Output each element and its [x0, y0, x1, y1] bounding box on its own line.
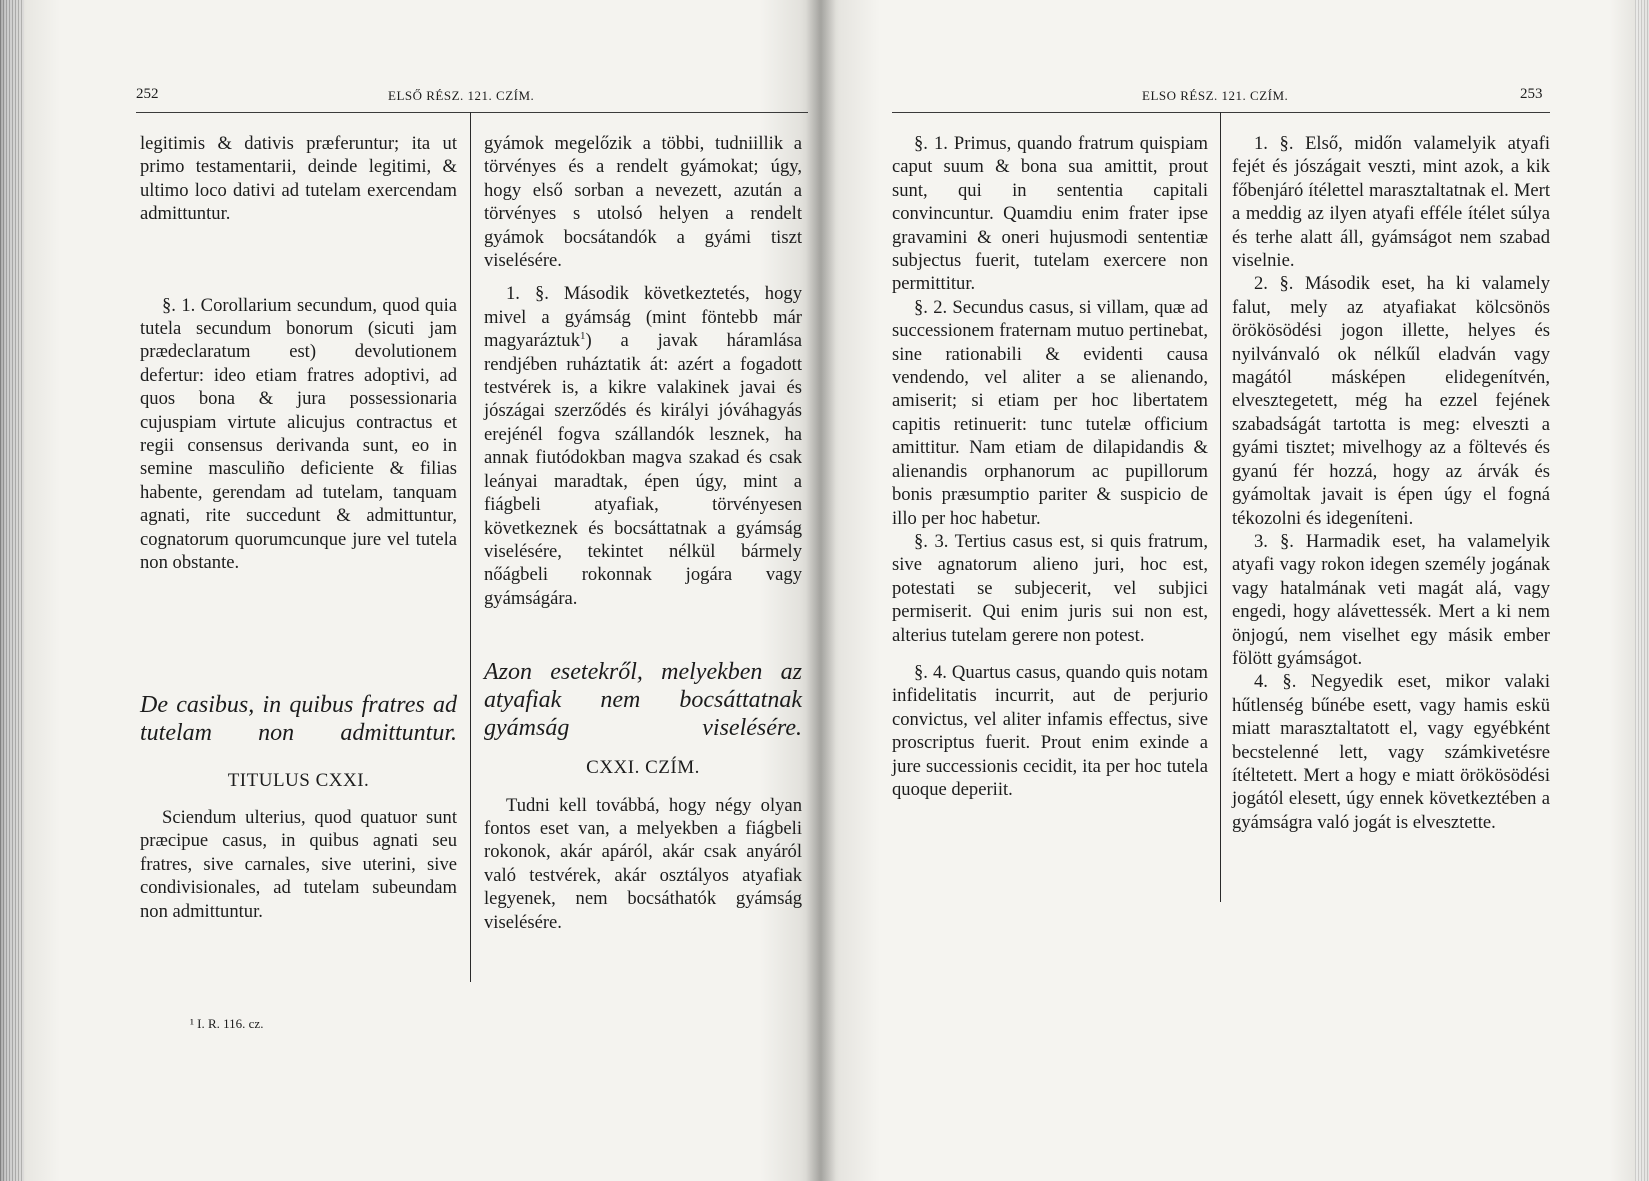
right-page-number: 253: [1520, 86, 1543, 102]
left-page: [0, 0, 820, 1181]
left-page-number: 252: [136, 86, 159, 102]
right-column-divider: [1220, 112, 1221, 902]
left-column-divider: [470, 112, 471, 982]
hungarian-paragraph-3: Tudni kell továbbá, hogy négy olyan fontos eset van, a melyekben a fiágbeli rokonok, akár apáról, akár csak anyáról való testvérek, akár osztályos atyafiak legyenek, nem bocsáthatók gyámság viselésére.: [484, 794, 802, 933]
latin-section-heading: De casibus, in quibus fratres ad tutelam non admittuntur.: [140, 691, 457, 746]
right-page: [820, 0, 1649, 1181]
right-hungarian-column: [1232, 132, 1550, 834]
hungarian-paragraph-1: gyámok megelőzik a többi, tudniillik a törvényes és a rendelt gyámokat; úgy, hogy első sorban a nevezett, azután a törvényes s utolsó helyen a rendelt gyámok bocsátandók a gyámi tiszt viselésére.: [484, 133, 802, 272]
book-gutter: [806, 0, 836, 1181]
latin-paragraph-3: Sciendum ulterius, quod quatuor sunt præcipue casus, in quibus agnati seu fratres, sive carnales, sive uterini, sive condivisionales, ad tutelam subeundam non admittuntur.: [140, 806, 457, 922]
hungarian-paragraph-2: 1. §. Második következtetés, hogy mivel a gyámság (mint föntebb már magyaráztuk$^1$) a javak háramlása rendjében ruháztatik át: azért a fogadott testvérek is, a kikre valakinek javai és jószágai szerződés és királyi jóváhagyás erejénél fogva szállandók lesznek, ha annak fiutódokban magva szakad és csak leányai maradtak, épen úgy, mint a fiágbeli atyafiak, törvényesen következnek és bocsáttatnak a gyámság viselésére, tekintet nélkül bármely nőágbeli rokonnak jogára vagy gyámságára.: [484, 283, 802, 609]
footnote-mark: 1: [580, 330, 586, 343]
left-header-rule: [136, 112, 808, 113]
left-hungarian-column: [484, 132, 802, 934]
hungarian-section-2: 2. §. Második eset, ha ki valamely falut, mely az atyafiakat kölcsönös örökösödési jogon illette, helyes és nyilvánvaló ok nélkűl eladván vagy magától másképen elidegenítvén, elvesztegetett, még ha ezzel fejének szabadságát tartotta is meg: elveszti a gyámi tisztet; mivelhogy az a föltevés és gyanú fér hozzá, hogy az árvák és gyámoltak javait is épen úgy el fogná tékozolni és idegeníteni.: [1232, 273, 1550, 529]
latin-section-3: §. 3. Tertius casus est, si quis fratrum, sive agnatorum alieno juri, hoc est, potestati se subjecerit, vel subjici permiserit. Qui enim juris sui non est, alterius tutelam gerere non potest.: [892, 530, 1208, 646]
right-header-rule: [892, 112, 1550, 113]
right-running-head: ELSO RÉSZ. 121. CZÍM.: [1142, 88, 1289, 103]
hungarian-section-heading: Azon esetekről, melyekben az atyafiak nem bocsáttatnak gyámság viselésére.: [484, 659, 802, 742]
hungarian-section-1: 1. §. Első, midőn valamelyik atyafi fejét és jószágait veszti, mint azok, a kik főbenjáró ítélettel marasztaltatnak el. Mert a meddig az ilyen atyafi efféle ítélet súlya és terhe alatt áll, gyámságot nem szabad viselnie.: [1232, 133, 1550, 272]
hungarian-section-3: 3. §. Harmadik eset, ha valamelyik atyafi vagy rokon idegen személy jogának vagy hatalmának veti magát alá, vagy engedi, hogy alávettessék. Mert a ki nem önjogú, nem viselhet egy másik ember fölött gyámságot.: [1232, 530, 1550, 669]
latin-paragraph-2: §. 1. Corollarium secundum, quod quia tutela secundum bonorum (sicuti jam prædeclaratum est) devolutionem defertur: ideo etiam fratres adoptivi, ad quos bona & jura possessionaria cujuspiam virtute alicujus contractus et regii consensus derivanda sunt, eo in semine masculiño deficiente & filias habente, gerendam ad tutelam, tanquam agnati, rite succedunt & admittuntur, cognatorum quorumcunque jure vel tutela non obstante.: [140, 294, 457, 574]
footnote: ¹ I. R. 116. cz.: [190, 1016, 264, 1031]
left-latin-column: [140, 132, 457, 923]
latin-paragraph-1: legitimis & dativis præferuntur; ita ut primo testamentarii, deinde legitimi, & ultimo loco dativi ad tutelam exercendam admittuntur.: [140, 133, 457, 225]
right-latin-column: [892, 132, 1208, 801]
latin-section-2: §. 2. Secundus casus, si villam, quæ ad successionem fraternam mutuo pertinebat, sine rationabili & evidenti causa vendendo, vel aliter a se alienando, amiserit; si etiam per hoc libertatem capitis retinuerit: tunc tutelæ officium amittitur. Nam etiam de dilapidandis & alienandis orphanorum ac pupillorum bonis præsumptio pariter & suspicio de illo per hoc habetur.: [892, 296, 1208, 529]
left-running-head: ELSŐ RÉSZ. 121. CZÍM.: [388, 88, 535, 103]
latin-section-4: §. 4. Quartus casus, quando quis notam infidelitatis incurrit, aut de perjurio convictus, vel aliter infamis effectus, sive proscriptus fuerit. Prout enim exinde a jure successionis cecidit, ita per hoc tutela quoque deperiit.: [892, 661, 1208, 800]
latin-title: TITULUS CXXI.: [227, 769, 370, 791]
hungarian-section-4: 4. §. Negyedik eset, mikor valaki hűtlenség bűnébe esett, vagy hamis eskü miatt marasztaltatott el, vagy egyébként becstelenné lett, vagy számkivetésre ítéltetett. Mert a hogy e miatt örökösödési jogától elesett, úgy ennek következtében a gyámságra való jogát is elvesztette.: [1232, 671, 1550, 833]
hungarian-title: CXXI. CZÍM.: [586, 757, 700, 779]
latin-section-1: §. 1. Primus, quando fratrum quispiam caput suum & bona sua amittit, prout sunt, qui in sententia capitali convincuntur. Quamdiu enim frater ipse gravamini & oneri hujusmodi sententiæ subjectus fuerit, tutelam exercere non permittitur.: [892, 133, 1208, 295]
